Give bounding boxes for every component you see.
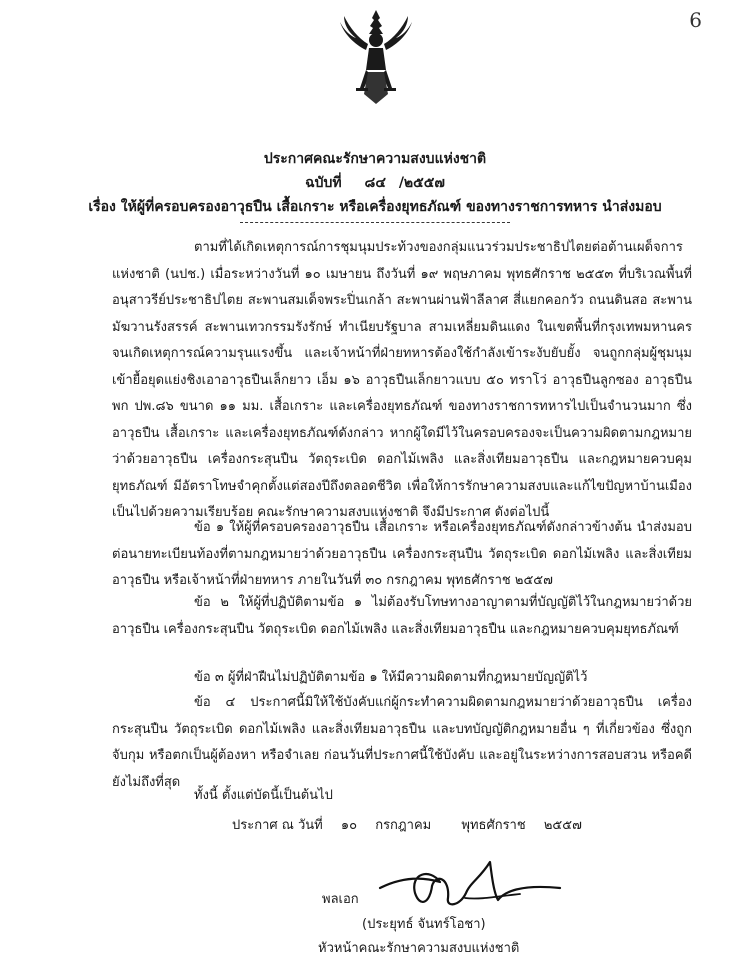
clause-2-paragraph: ข้อ ๒ ให้ผู้ที่ปฏิบัติตามข้อ ๑ ไม่ต้องรับโทษทางอาญาตามที่บัญญัติไว้ในกฎหมายว่าด้วยอาวุธปืน เครื่องกระสุนปืน วัตถุระเบิด ดอกไม้เพลิง และสิ่งเทียมอาวุธปืน และกฎหมายควบคุมยุทธภัณฑ์ [112, 595, 692, 637]
clause-1-paragraph: ข้อ ๑ ให้ผู้ที่ครอบครองอาวุธปืน เสื้อเกราะ หรือเครื่องยุทธภัณฑ์ดังกล่าวข้างต้น นำส่งมอบต่อนายทะเบียนท้องที่ตามกฎหมายว่าด้วยอาวุธปืน เครื่องกระสุนปืน วัตถุระเบิด ดอกไม้เพลิง และสิ่งเทียมอาวุธปืน หรือเจ้าหน้าที่ฝ่ายทหาร ภายในวันที่ ๓๐ กรกฎาคม พุทธศักราช ๒๕๕๗ [112, 520, 692, 588]
issue-line [0, 172, 750, 194]
handwritten-signature [370, 848, 570, 918]
document-title: ประกาศคณะรักษาความสงบแห่งชาติ [263, 151, 487, 167]
garuda-emblem-icon [336, 8, 416, 108]
signer-rank: พลเอก [322, 892, 359, 907]
preamble-paragraph: ตามที่ได้เกิดเหตุการณ์การชุมนุมประท้วงของกลุ่มแนวร่วมประชาธิปไตยต่อต้านเผด็จการแห่งชาติ (นปช.) เมื่อระหว่างวันที่ ๑๐ เมษายน ถึงวันที่ ๑๙ พฤษภาคม พุทธศักราช ๒๕๕๓ ที่บริเวณพื้นที่อนุสาวรีย์ประชาธิปไตย สะพานสมเด็จพระปิ่นเกล้า สะพานผ่านฟ้าลีลาศ สี่แยกคอกวัว ถนนดินสอ สะพานมัฆวานรังสรรค์ สะพานเทวกรรมรังรักษ์ ทำเนียบรัฐบาล สามเหลี่ยมดินแดง ในเขตพื้นที่กรุงเทพมหานคร จนเกิดเหตุการณ์ความรุนแรงขึ้น และเจ้าหน้าที่ฝ่ายทหารต้องใช้กำลังเข้าระงับยับยั้ง จนถูกกลุ่มผู้ชุมนุมเข้ายื้อยุดแย่งชิงเอาอาวุธปืนเล็กยาว เอ็ม ๑๖ อาวุธปืนเล็กยาวแบบ ๕๐ ทราโว่ อาวุธปืนลูกซอง อาวุธปืนพก ปพ.๘๖ ขนาด ๑๑ มม. เสื้อเกราะ และเครื่องยุทธภัณฑ์ ของทางราชการทหารไปเป็นจำนวนมาก ซึ่งอาวุธปืน เสื้อเกราะ และเครื่องยุทธภัณฑ์ดังกล่าว หากผู้ใดมีไว้ในครอบครองจะเป็นความผิดตามกฎหมายว่าด้วยอาวุธปืน เครื่องกระสุนปืน วัตถุระเบิด ดอกไม้เพลิง และสิ่งเทียมอาวุธปืน และกฎหมายควบคุมยุทธภัณฑ์ มีอัตราโทษจำคุกตั้งแต่สองปีถึงตลอดชีวิต เพื่อให้การรักษาความสงบและแก้ไขปัญหาบ้านเมืองเป็นไปด้วยความเรียบร้อย คณะรักษาความสงบแห่งชาติ จึงมีประกาศ ดังต่อไปนี้ [112, 240, 692, 520]
announced-label: ประกาศ ณ วันที่ [232, 818, 323, 833]
title-divider [240, 222, 510, 223]
clause-4-paragraph: ข้อ ๔ ประกาศนี้มิให้ใช้บังคับแก่ผู้กระทำความผิดตามกฎหมายว่าด้วยอาวุธปืน เครื่องกระสุนปืน วัตถุระเบิด ดอกไม้เพลิง และสิ่งเทียมอาวุธปืน และบทบัญญัติกฎหมายอื่น ๆ ที่เกี่ยวข้อง ซึ่งถูกจับกุม หรือตกเป็นผู้ต้องหา หรือจำเลย ก่อนวันที่ประกาศนี้ใช้บังคับ และอยู่ในระหว่างการสอบสวน หรือคดียังไม่ถึงที่สุด [112, 695, 692, 790]
document-subject: เรื่อง ให้ผู้ที่ครอบครองอาวุธปืน เสื้อเกราะ หรือเครื่องยุทธภัณฑ์ ของทางราชการทหาร นำส่งมอบ [88, 199, 662, 215]
clause-3-paragraph: ข้อ ๓ ผู้ที่ฝ่าฝืนไม่ปฏิบัติตามข้อ ๑ ให้มีความผิดตามที่กฎหมายบัญญัติไว้ [194, 670, 588, 685]
signer-name: (ประยุทธ์ จันทร์โอชา) [362, 917, 486, 932]
announced-day: ๑๐ [340, 818, 358, 833]
signer-position: หัวหน้าคณะรักษาความสงบแห่งชาติ [318, 941, 520, 956]
announced-year: ๒๕๕๗ [543, 818, 582, 833]
announced-month: กรกฎาคม [375, 818, 432, 833]
issue-number: ๘๔ [364, 175, 386, 191]
announcement-date-line [232, 814, 692, 835]
year-label: พุทธศักราช [461, 818, 526, 833]
issue-year: /๒๕๕๗ [398, 175, 445, 191]
issue-label: ฉบับที่ [305, 175, 342, 191]
effective-statement: ทั้งนี้ ตั้งแต่บัดนี้เป็นต้นไป [194, 788, 333, 803]
page-number: 6 [689, 8, 702, 32]
